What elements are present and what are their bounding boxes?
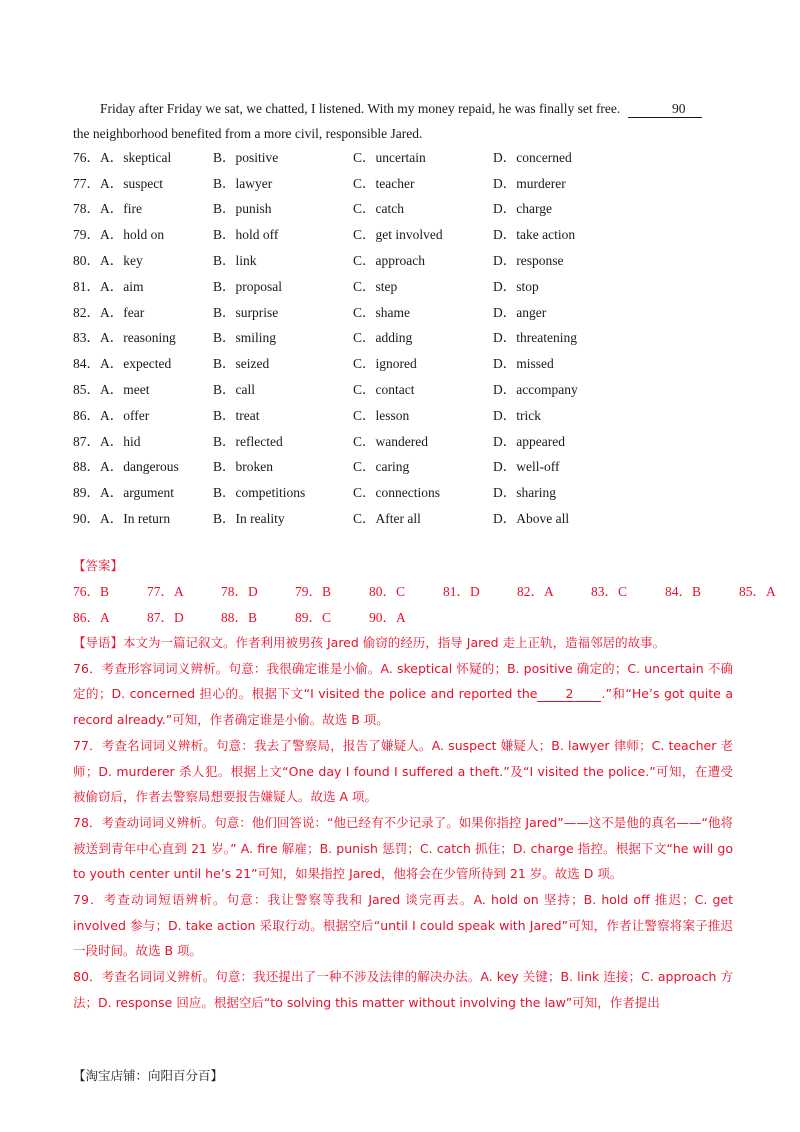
- option-b: B．link: [213, 253, 257, 269]
- option-a: 79．A．hold on: [73, 227, 165, 243]
- option-b: B．treat: [213, 407, 260, 423]
- answer-item: 90．A: [369, 609, 406, 625]
- option-a: 86．A．offer: [73, 407, 150, 423]
- option-b: B．lawyer: [213, 175, 273, 191]
- option-d: D．well-off: [493, 459, 560, 475]
- option-a: 89．A．argument: [73, 485, 174, 501]
- option-d: D．appeared: [493, 433, 565, 449]
- option-c: C．teacher: [353, 175, 415, 191]
- intro-paragraph: 【导语】本文为一篇记叙文。作者利用被男孩 Jared 偷窃的经历，指导 Jared 走上正轨，造福邻居的故事。: [73, 635, 666, 650]
- answer-title: 【答案】: [73, 558, 124, 573]
- option-c: C．caring: [353, 459, 410, 475]
- explanation-77: 77．考查名词词义辨析。句意：我去了警察局，报告了嫌疑人。A. suspect 嫌疑人；B. lawyer 律师；C. teacher 老师；D. murderer 杀人犯。根据上文“One day I found I suffered a theft.”及“I visited the police.”可知，在遭受被偷窃后，作者去警察局想要报告嫌疑人。故选 A 项。: [73, 737, 733, 805]
- answer-row-2: [73, 605, 733, 631]
- option-c: C．adding: [353, 330, 413, 346]
- option-row: [73, 453, 733, 479]
- option-row: [73, 478, 733, 504]
- option-d: D．response: [493, 253, 564, 269]
- option-a: 84．A．expected: [73, 356, 172, 372]
- option-d: D．murderer: [493, 175, 566, 191]
- option-d: D．trick: [493, 407, 541, 423]
- option-row: [73, 375, 733, 401]
- passage-text-1: Friday after Friday we sat, we chatted, I listened. With my money repaid, he was finally set free.: [100, 101, 621, 116]
- footer-shop-label: 【淘宝店铺：向阳百分百】: [73, 1068, 224, 1083]
- passage-line-1: [73, 96, 733, 121]
- answer-item: 78．D: [221, 584, 258, 599]
- option-d: D．anger: [493, 304, 547, 320]
- option-b: B．punish: [213, 201, 272, 217]
- option-row: [73, 169, 733, 195]
- option-b: B．In reality: [213, 511, 285, 527]
- option-a: 87．A．hid: [73, 433, 141, 449]
- answer-item: 89．C: [295, 609, 332, 625]
- option-row: [73, 401, 733, 427]
- option-c: C．uncertain: [353, 149, 426, 165]
- option-a: 90．A．In return: [73, 511, 171, 527]
- option-b: B．broken: [213, 459, 273, 475]
- explanation-79: 79．考查动词短语辨析。句意：我让警察等我和 Jared 谈完再去。A. hold on 坚持；B. hold off 推迟；C. get involved 参与；D. take action 采取行动。根据空后“until I could speak with Jared”可知，作者让警察将案子推迟一段时间。故选 B 项。: [73, 892, 733, 959]
- option-b: B．competitions: [213, 485, 306, 501]
- passage: [73, 96, 733, 146]
- answer-item: 81．D: [443, 584, 480, 599]
- option-b: B．reflected: [213, 433, 283, 449]
- option-row: [73, 349, 733, 375]
- options-list: [73, 143, 733, 530]
- option-a: 83．A．reasoning: [73, 330, 176, 346]
- answer-item: 87．D: [147, 609, 184, 625]
- option-a: 85．A．meet: [73, 382, 150, 398]
- option-b: B．seized: [213, 356, 270, 372]
- answer-item: 82．A: [517, 584, 554, 599]
- option-row: [73, 324, 733, 350]
- option-d: D．take action: [493, 227, 576, 243]
- option-c: C．wandered: [353, 433, 428, 449]
- explanation-78: 78．考查动词词义辨析。句意：他们回答说：“他已经有不少记录了。如果你指控 Jared”——这不是他的真名——“他将被送到青年中心直到 21 岁。” A. fire 解雇；B. punish 惩罚；C. catch 抓住；D. charge 指控。根据下文“he will go to youth center until he’s 21”可知，如果指控 Jared，他将会在少管所待到 21 岁。故选 D 项。: [73, 814, 733, 882]
- explanation-80: 80．考查名词词义辨析。句意：我还提出了一种不涉及法律的解决办法。A. key 关键；B. link 连接；C. approach 方法；D. response 回应。根据空后“to solving this matter without involving the law”可知，作者提出: [73, 969, 733, 1010]
- answer-item: 77．A: [147, 584, 184, 599]
- option-a: 80．A．key: [73, 253, 143, 269]
- option-a: 77．A．suspect: [73, 175, 163, 191]
- option-c: C．ignored: [353, 356, 417, 372]
- option-c: C．contact: [353, 382, 415, 398]
- option-d: D．missed: [493, 356, 554, 372]
- explanation: [73, 630, 733, 1016]
- answer-item: 85．A: [739, 584, 776, 599]
- option-a: 78．A．fire: [73, 201, 142, 217]
- option-c: C．step: [353, 278, 398, 294]
- option-d: D．sharing: [493, 485, 556, 501]
- option-row: [73, 272, 733, 298]
- answer-item: 88．B: [221, 609, 258, 625]
- answer-item: 83．C: [591, 584, 628, 599]
- blank-90: 90: [628, 100, 702, 118]
- option-row: [73, 504, 733, 530]
- answer-item: 84．B: [665, 584, 702, 599]
- answer-section: [73, 553, 776, 1016]
- option-d: D．Above all: [493, 511, 570, 527]
- option-row: [73, 220, 733, 246]
- answer-row-1: [73, 579, 776, 605]
- option-d: D．threatening: [493, 330, 577, 346]
- option-c: C．After all: [353, 511, 421, 527]
- option-d: D．concerned: [493, 149, 572, 165]
- option-b: B．hold off: [213, 227, 279, 243]
- explanation-76-text: 76．考查形容词词义辨析。句意：我很确定谁是小偷。A. skeptical 怀疑的；B. positive 确定的；C. uncertain 不确定的；D. concerned 担心的。根据下文“I visited the police and reported the: [73, 660, 733, 702]
- option-c: C．shame: [353, 304, 410, 320]
- option-c: C．get involved: [353, 227, 443, 243]
- option-row: [73, 246, 733, 272]
- answer-item: 79．B: [295, 584, 332, 599]
- answer-item: 80．C: [369, 584, 406, 599]
- option-a: 76．A．skeptical: [73, 149, 172, 165]
- option-b: B．surprise: [213, 304, 279, 320]
- option-row: [73, 298, 733, 324]
- option-a: 82．A．fear: [73, 304, 145, 320]
- blank-2: 2: [537, 686, 601, 702]
- option-b: B．proposal: [213, 278, 282, 294]
- option-a: 81．A．aim: [73, 278, 144, 294]
- explanation-76-text-2: .”和“He’s got quite a record already.”可知，作者确定谁是小偷。故选 B 项。: [73, 686, 733, 728]
- option-d: D．stop: [493, 278, 539, 294]
- option-c: C．catch: [353, 201, 404, 217]
- option-b: B．call: [213, 382, 255, 398]
- passage-line-2: the neighborhood benefited from a more civil, responsible Jared.: [73, 126, 423, 141]
- answer-item: 86．A: [73, 609, 110, 625]
- option-b: B．smiling: [213, 330, 277, 346]
- option-d: D．accompany: [493, 382, 578, 398]
- option-row: [73, 143, 733, 169]
- option-b: B．positive: [213, 149, 279, 165]
- option-row: [73, 195, 733, 221]
- answer-item: 76．B: [73, 584, 110, 599]
- option-c: C．lesson: [353, 407, 410, 423]
- option-row: [73, 427, 733, 453]
- option-c: C．connections: [353, 485, 440, 501]
- option-c: C．approach: [353, 253, 425, 269]
- option-a: 88．A．dangerous: [73, 459, 179, 475]
- option-d: D．charge: [493, 201, 552, 217]
- explanation-76: [73, 656, 733, 733]
